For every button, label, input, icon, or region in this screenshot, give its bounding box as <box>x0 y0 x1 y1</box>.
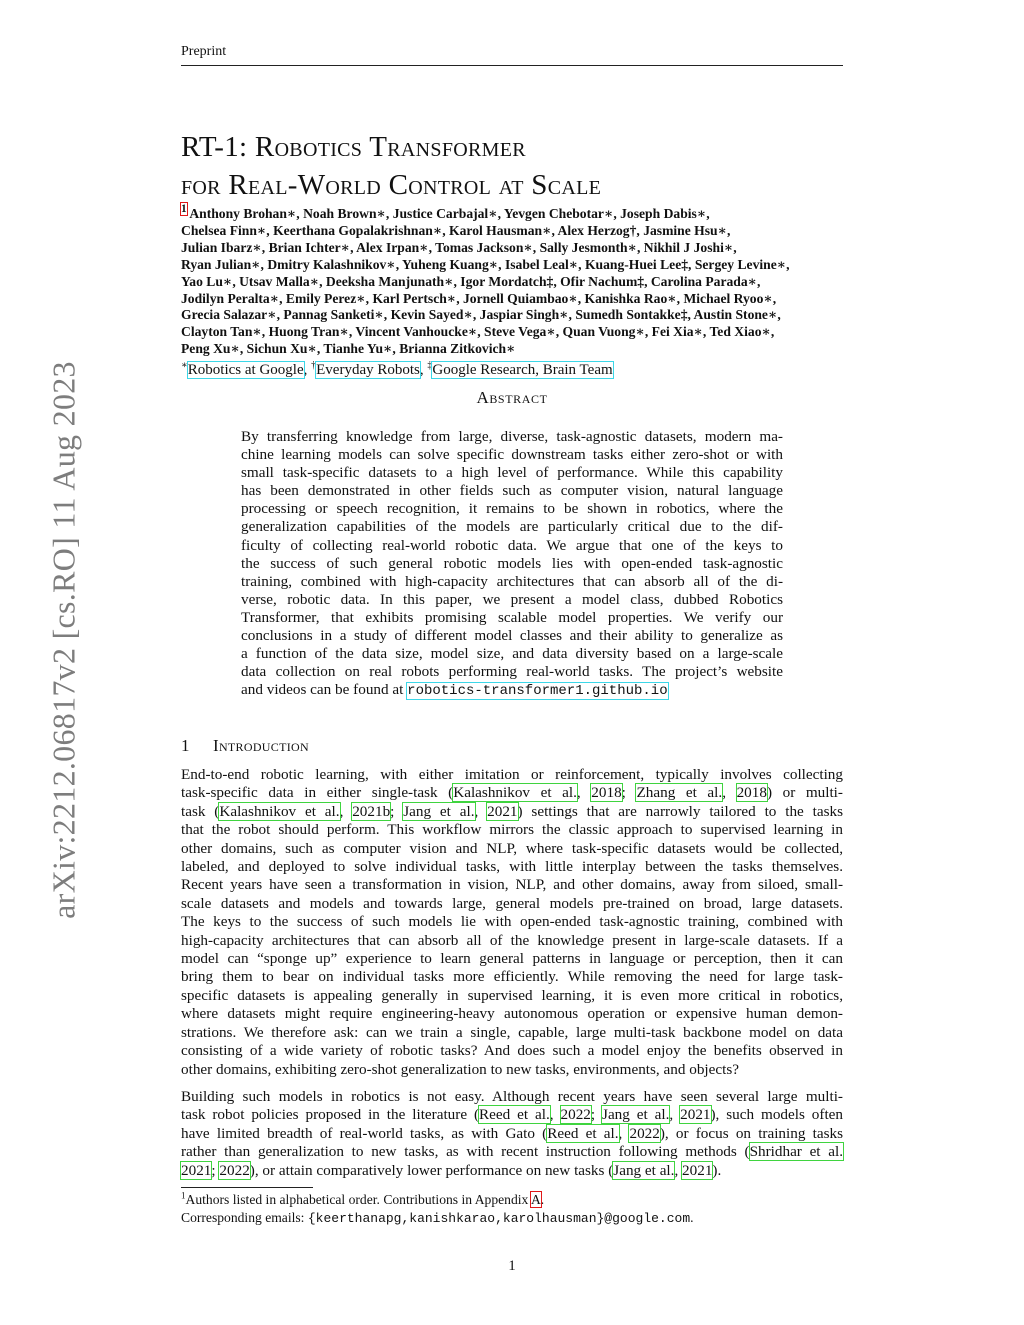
citation-link[interactable]: 2022 <box>629 1124 660 1142</box>
intro-paragraph-2 <box>181 1088 843 1180</box>
abstract-line: chine learning models can solve specific downstream tasks either zero-shot or with <box>241 446 783 464</box>
section-heading-introduction: 1 Introduction <box>181 736 309 755</box>
citation-link[interactable]: 2021 <box>680 1106 711 1124</box>
author-line: Chelsea Finn∗, Keerthana Gopalakrishnan∗, Karol Hausman∗, Alex Herzog†, Jasmine Hsu∗, <box>181 222 731 238</box>
intro-line: other domains, exhibiting zero-shot generalization to new tasks, environments, and objects? <box>181 1060 739 1078</box>
citation-link[interactable]: Jang et al. <box>613 1161 675 1179</box>
citation-link[interactable]: Shridhar et al. <box>749 1143 843 1161</box>
abstract-line: a function of the data size, model size, and data diversity based on a large-scale <box>241 645 783 663</box>
intro-line: consisting of a wide variety of robotic tasks? And does such a model enjoy the benefits observed in <box>181 1042 843 1060</box>
citation-link[interactable]: Jang et al. <box>403 802 475 820</box>
abstract-line: ficulty of collecting real-world robotic data. We argue that one of the keys to <box>241 536 783 554</box>
intro-line: task-specific data in either single-task (Kalashnikov et al., 2018; Zhang et al., 2018) or multi- <box>181 784 843 802</box>
citation-link[interactable]: 2022 <box>219 1161 250 1179</box>
affiliation-link-google-research[interactable]: Google Research, Brain Team <box>432 362 613 378</box>
intro-line: task (Kalashnikov et al., 2021b; Jang et al., 2021) settings that are narrowly tailored to the tasks <box>181 802 843 820</box>
intro-line: End-to-end robotic learning, with either imitation or reinforcement, typically involves collecting <box>181 766 843 783</box>
author-line: Julian Ibarz∗, Brian Ichter∗, Alex Irpan∗, Tomas Jackson∗, Sally Jesmonth∗, Nikhil J Joshi∗, <box>181 239 737 255</box>
intro-line: model can “sponge up” experience to learn general patterns in language or perception, then it can <box>181 950 843 968</box>
abstract-heading: Abstract <box>476 388 548 407</box>
intro-line: task robot policies proposed in the literature (Reed et al., 2022; Jang et al., 2021), such models often <box>181 1106 843 1124</box>
corresponding-emails: {keerthanapg,kanishkarao,karolhausman}@google.com <box>307 1210 691 1226</box>
intro-line: Recent years have seen a transformation in vision, NLP, and other domains, away from siloed, small- <box>181 876 843 894</box>
affiliations: ∗Robotics at Google, †Everyday Robots, ‡Google Research, Brain Team <box>181 360 613 378</box>
author-line: Ryan Julian∗, Dmitry Kalashnikov∗, Yuheng Kuang∗, Isabel Leal∗, Kuang-Huei Lee‡, Sergey Levine∗, <box>181 256 790 272</box>
intro-line: high-capacity architectures that can absorb all of the knowledge present in large-scale datasets. If a <box>181 931 843 949</box>
citation-link[interactable]: Kalashnikov et al. <box>453 784 577 802</box>
citation-link[interactable]: 2021 <box>682 1161 713 1179</box>
header-rule <box>181 65 843 66</box>
intro-paragraph-1 <box>181 766 843 1079</box>
citation-link[interactable]: 2022 <box>560 1106 591 1124</box>
intro-line: that the robot should perform. This workflow mirrors the classic approach to supervised learning in <box>181 821 843 839</box>
affiliation-link-everyday-robots[interactable]: Everyday Robots <box>316 362 420 378</box>
intro-line: have limited breadth of real-world tasks, as with Gato (Reed et al., 2022), or focus on training tasks <box>181 1124 843 1142</box>
abstract-line: processing or speech recognition, it remains to be shown in robotics, where the <box>241 500 783 518</box>
paper-title <box>181 128 601 204</box>
abstract-line: the success of such general robotic models lies with open-ended task-agnostic <box>241 554 783 572</box>
intro-line: rather than generalization to new tasks, as with recent instruction following methods (Shridhar et al. <box>181 1143 843 1161</box>
author-list <box>181 203 843 358</box>
intro-line: Building such models in robotics is not easy. Although recent years have seen several large multi- <box>181 1088 843 1105</box>
title-line-1: RT-1: Robotics Transformer <box>181 131 526 163</box>
intro-line: strations. We therefore ask: can we train a single, capable, large multi-task backbone model on data <box>181 1023 843 1041</box>
intro-line: labeled, and deployed to solve individual tasks, with little interplay between the tasks themselves. <box>181 858 843 876</box>
intro-line: The keys to the success of such models lie with open-ended task-agnostic training, combined with <box>181 913 843 931</box>
citation-link[interactable]: Kalashnikov et al. <box>219 802 340 820</box>
author-line: Peng Xu∗, Sichun Xu∗, Tianhe Yu∗, Brianna Zitkovich∗ <box>181 341 516 357</box>
abstract-line: verse, robotic data. In this paper, we present a model class, dubbed Robotics <box>241 590 783 608</box>
intro-line: 2021; 2022), or attain comparatively lower performance on new tasks (Jang et al., 2021). <box>181 1161 722 1179</box>
author-line: Jodilyn Peralta∗, Emily Perez∗, Karl Pertsch∗, Jornell Quiambao∗, Kanishka Rao∗, Michael Ryoo∗, <box>181 290 777 306</box>
abstract-body <box>241 428 783 700</box>
footnote-marker-link[interactable]: 1 <box>181 203 187 216</box>
intro-line: bring them to bear on individual tasks more efficiently. While removing the need for large task- <box>181 968 843 986</box>
abstract-line: small task-specific datasets to a high level of performance. While this capability <box>241 464 783 482</box>
author-line: Clayton Tan∗, Huong Tran∗, Vincent Vanhoucke∗, Steve Vega∗, Quan Vuong∗, Fei Xia∗, Ted Xiao∗, <box>181 324 775 340</box>
abstract-line: generalization capabilities of the models are particularly critical due to the dif- <box>241 518 783 536</box>
abstract-line: has been demonstrated in other fields such as computer vision, natural language <box>241 482 783 500</box>
arxiv-identifier: arXiv:2212.06817v2 [cs.RO] 11 Aug 2023 <box>45 361 82 919</box>
footnote-authors: $^1$Authors listed in alphabetical order. Contributions in Appendix A. <box>181 1190 545 1207</box>
intro-line: other domains, such as computer vision and NLP, where task-specific datasets would be collected, <box>181 839 843 857</box>
affiliation-link-robotics-at-google[interactable]: Robotics at Google <box>187 362 304 378</box>
author-line: Yao Lu∗, Utsav Malla∗, Deeksha Manjunath∗, Igor Mordatch‡, Ofir Nachum‡, Carolina Parada∗, <box>181 273 761 289</box>
abstract-line: and videos can be found at robotics-transformer1.github.io <box>241 681 668 700</box>
author-line: $^1$ Anthony Brohan∗, Noah Brown∗, Justice Carbajal∗, Yevgen Chebotar∗, Joseph Dabis∗, <box>181 203 710 221</box>
abstract-line: conclusions in a study of different model classes and their ability to generalize as <box>241 627 783 645</box>
intro-line: where datasets might require engineering-heavy autonomous operation or expensive human demon- <box>181 1005 843 1023</box>
intro-line: specific datasets is appealing generally in supervised learning, it is even more critical in robotics, <box>181 986 843 1004</box>
footnote-emails: Corresponding emails: {keerthanapg,kanishkarao,karolhausman}@google.com. <box>181 1209 694 1226</box>
abstract-line: By transferring knowledge from large, diverse, task-agnostic datasets, modern ma- <box>241 428 783 445</box>
appendix-link[interactable]: A <box>530 1192 541 1207</box>
citation-link[interactable]: 2018 <box>591 784 622 802</box>
citation-link[interactable]: 2018 <box>736 784 767 802</box>
intro-line: scale datasets and models and towards large, general models pre-trained on broad, large datasets. <box>181 894 843 912</box>
footnote <box>181 1191 694 1227</box>
citation-link[interactable]: Jang et al. <box>602 1106 670 1124</box>
abstract-line: data collection on real robots performing real-world tasks. The project’s website <box>241 663 783 681</box>
citation-link[interactable]: Zhang et al. <box>636 784 723 802</box>
title-line-2: for Real-World Control at Scale <box>181 169 602 201</box>
author-line: Grecia Salazar∗, Pannag Sanketi∗, Kevin Sayed∗, Jaspiar Singh∗, Sumedh Sontakke‡, Austin Stone∗, <box>181 307 781 323</box>
abstract-line: Transformer, that exhibits promising scalable model properties. We verify our <box>241 608 783 626</box>
project-website-link[interactable]: robotics-transformer1.github.io <box>407 683 668 700</box>
citation-link[interactable]: 2021 <box>487 802 518 820</box>
running-header: Preprint <box>181 44 227 59</box>
citation-link[interactable]: Reed et al. <box>547 1124 619 1142</box>
page-number: 1 <box>508 1258 516 1274</box>
citation-link[interactable]: 2021b <box>352 802 391 820</box>
footnote-rule <box>181 1187 313 1188</box>
citation-link[interactable]: 2021 <box>181 1161 212 1179</box>
abstract-line: training, combined with high-capacity architectures that can absorb all of the di- <box>241 572 783 590</box>
citation-link[interactable]: Reed et al. <box>479 1106 550 1124</box>
